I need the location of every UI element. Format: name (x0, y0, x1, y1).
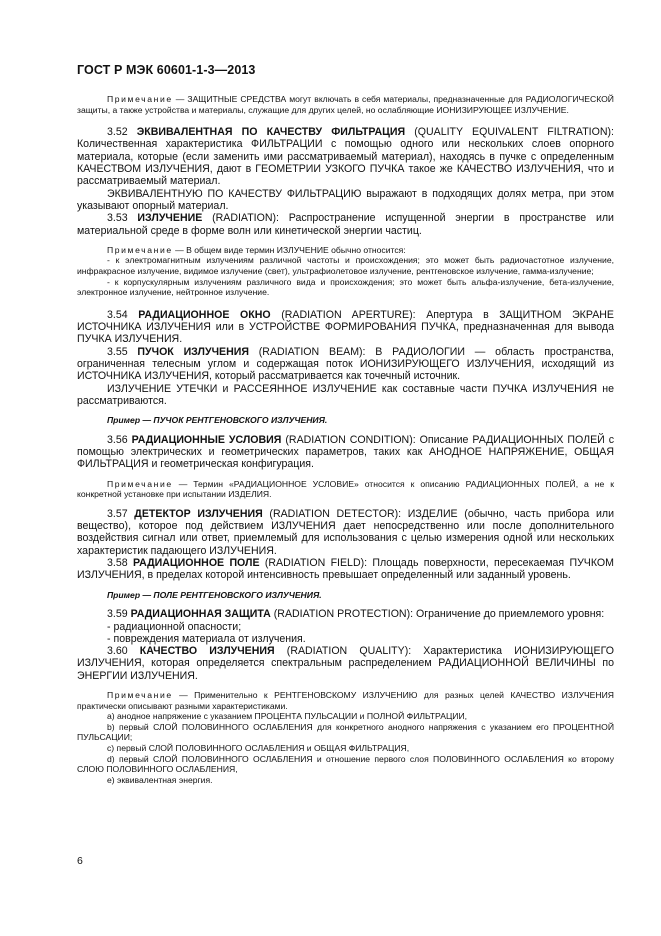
note-quality-item-a: а) анодное напряжение с указанием ПРОЦЕНТА ПУЛЬСАЦИИ и ПОЛНОЙ ФИЛЬТРАЦИИ, (107, 711, 468, 722)
term-3-54: 3.54 РАДИАЦИОННОЕ ОКНО (RADIATION APERTURE): Апертура в ЗАЩИТНОМ ЭКРАНЕ ИСТОЧНИКА ИЗЛУЧЕНИЯ или в УСТРОЙСТВЕ ФОРМИРОВАНИЯ ПУЧКА, предназначенная для вывода ПУЧКА ИЗЛУЧЕНИЯ. (77, 308, 614, 346)
term-3-52-extra: ЭКВИВАЛЕНТНУЮ ПО КАЧЕСТВУ ФИЛЬТРАЦИЮ выражают в подходящих долях метра, при этом указывают опорный материал. (77, 187, 614, 212)
note-radiation-quality: Примечание — Применительно к РЕНТГЕНОВСКОМУ ИЗЛУЧЕНИЮ для разных целей КАЧЕСТВО ИЗЛУЧЕНИЯ практически описывают разными характеристиками. (77, 690, 614, 711)
term-3-55: 3.55 ПУЧОК ИЗЛУЧЕНИЯ (RADIATION BEAM): В РАДИОЛОГИИ — область пространства, ограниченная телесным углом и содержащая поток ИОНИЗИРУЮЩЕГО ИЗЛУЧЕНИЯ, исходящий из ИСТОЧНИКА ИЗЛУЧЕНИЯ, который рассматривается как точечный источник. (77, 345, 614, 383)
note-radiation-condition: Примечание — Термин «РАДИАЦИОННОЕ УСЛОВИЕ» относится к описанию РАДИАЦИОННЫХ ПОЛЕЙ, а не к конкретной установке при испытании ИЗДЕЛИЯ. (77, 478, 614, 500)
term-3-56: 3.56 РАДИАЦИОННЫЕ УСЛОВИЯ (RADIATION CONDITION): Описание РАДИАЦИОННЫХ ПОЛЕЙ с помощью электрических и геометрических параметров, таких как АНОДНОЕ НАПРЯЖЕНИЕ, ОБЩАЯ ФИЛЬТРАЦИЯ и геометрическая конфигурация. (77, 433, 615, 471)
example-xray-field: Пример — ПОЛЕ РЕНТГЕНОВСКОГО ИЗЛУЧЕНИЯ. (107, 589, 322, 600)
term-3-59-item-1: - радиационной опасности; (107, 620, 242, 633)
term-3-59: 3.59 РАДИАЦИОННАЯ ЗАЩИТА (RADIATION PROTECTION): Ограничение до приемлемого уровня: (107, 608, 605, 621)
note-quality-item-c: c) первый СЛОЙ ПОЛОВИННОГО ОСЛАБЛЕНИЯ и ОБЩАЯ ФИЛЬТРАЦИЯ, (107, 743, 410, 753)
note-quality-item-d: d) первый СЛОЙ ПОЛОВИННОГО ОСЛАБЛЕНИЯ и отношение первого слоя ПОЛОВИННОГО ОСЛАБЛЕНИЯ ко второму СЛОЮ ПОЛОВИННОГО ОСЛАБЛЕНИЯ, (77, 753, 614, 775)
term-3-52: 3.52 ЭКВИВАЛЕНТНАЯ ПО КАЧЕСТВУ ФИЛЬТРАЦИЯ (QUALITY EQUIVALENT FILTRATION): Количественная характеристика ФИЛЬТРАЦИИ с помощью одного или нескольких слоев опорного материала, которые (если заменить ими рассматриваемый материал), находясь в пучке с определенным КАЧЕСТВОМ ИЗЛУЧЕНИЯ, дают в ГЕОМЕТРИИ УЗКОГО ПУЧКА такое же КАЧЕСТВО ИЗЛУЧЕНИЯ, что и рассматриваемый материал. (77, 126, 614, 188)
document-header: ГОСТ Р МЭК 60601-1-3—2013 (77, 63, 256, 77)
term-3-57: 3.57 ДЕТЕКТОР ИЗЛУЧЕНИЯ (RADIATION DETECTOR): ИЗДЕЛИЕ (обычно, часть прибора или веществo), которое под действием ИЗЛУЧЕНИЯ дает непосредственно или после дополнительного воздействия сигнал или ответ, приемлемый для использования с целью измерения одной или нескольких характеристик падающего ИЗЛУЧЕНИЯ. (77, 507, 614, 557)
example-xray-beam: Пример — ПУЧОК РЕНТГЕНОВСКОГО ИЗЛУЧЕНИЯ. (107, 415, 328, 426)
term-3-60: 3.60 КАЧЕСТВО ИЗЛУЧЕНИЯ (RADIATION QUALITY): Характеристика ИОНИЗИРУЮЩЕГО ИЗЛУЧЕНИЯ, которая определяется спектральным распределением РАДИАЦИОННОЙ ВЕЛИЧИНЫ по ЭНЕРГИИ ИЗЛУЧЕНИЯ. (77, 645, 614, 682)
term-3-59-item-2: - повреждения материала от излучения. (107, 632, 306, 645)
term-3-55-extra: ИЗЛУЧЕНИЕ УТЕЧКИ и РАССЕЯННОЕ ИЗЛУЧЕНИЕ как составные части ПУЧКА ИЗЛУЧЕНИЯ не рассматриваются. (77, 382, 614, 407)
page-number: 6 (77, 855, 83, 867)
term-3-53: 3.53 ИЗЛУЧЕНИЕ (RADIATION): Распространение испущенной энергии в пространстве или материальной среде в форме волн или кинетической энергии частиц. (77, 212, 614, 237)
note-radiation: Примечание — В общем виде термин ИЗЛУЧЕНИЕ обычно относится: (107, 244, 406, 255)
document-body (77, 94, 614, 785)
note-radiation-item-1: - к электромагнитным излучениям различной частоты и происхождения; это может быть радиочастотное излучение, инфракрасное излучение, видимое излучение (свет), ультрафиолетовое излучение, рентгеновское излучение, гамма-излучение; (77, 255, 614, 277)
note-quality-item-e: е) эквивалентная энергия. (107, 774, 213, 785)
term-3-58: 3.58 РАДИАЦИОННОЕ ПОЛЕ (RADIATION FIELD): Площадь поверхности, пересекаемая ПУЧКОМ ИЗЛУЧЕНИЯ, в пределах которой интенсивность превышает определенный или заданный уровень. (77, 557, 614, 582)
note-radiation-item-2: - к корпускулярным излучениям различного вида и происхождения; это может быть альфа-излучение, бета-излучение, электронное излучение, нейтронное излучение. (77, 276, 614, 298)
note-protective-means: Примечание — ЗАЩИТНЫЕ СРЕДСТВА могут включать в себя материалы, предназначенные для РАДИОЛОГИЧЕСКОЙ защиты, а также устройства и материалы, служащие для других целей, но ослабляющие ИОНИЗИРУЮЩЕЕ ИЗЛУЧЕНИЕ. (77, 94, 614, 115)
note-quality-item-b: b) первый СЛОЙ ПОЛОВИННОГО ОСЛАБЛЕНИЯ для конкретного анодного напряжения с указанием его ПРОЦЕНТНОЙ ПУЛЬСАЦИИ; (77, 721, 614, 743)
